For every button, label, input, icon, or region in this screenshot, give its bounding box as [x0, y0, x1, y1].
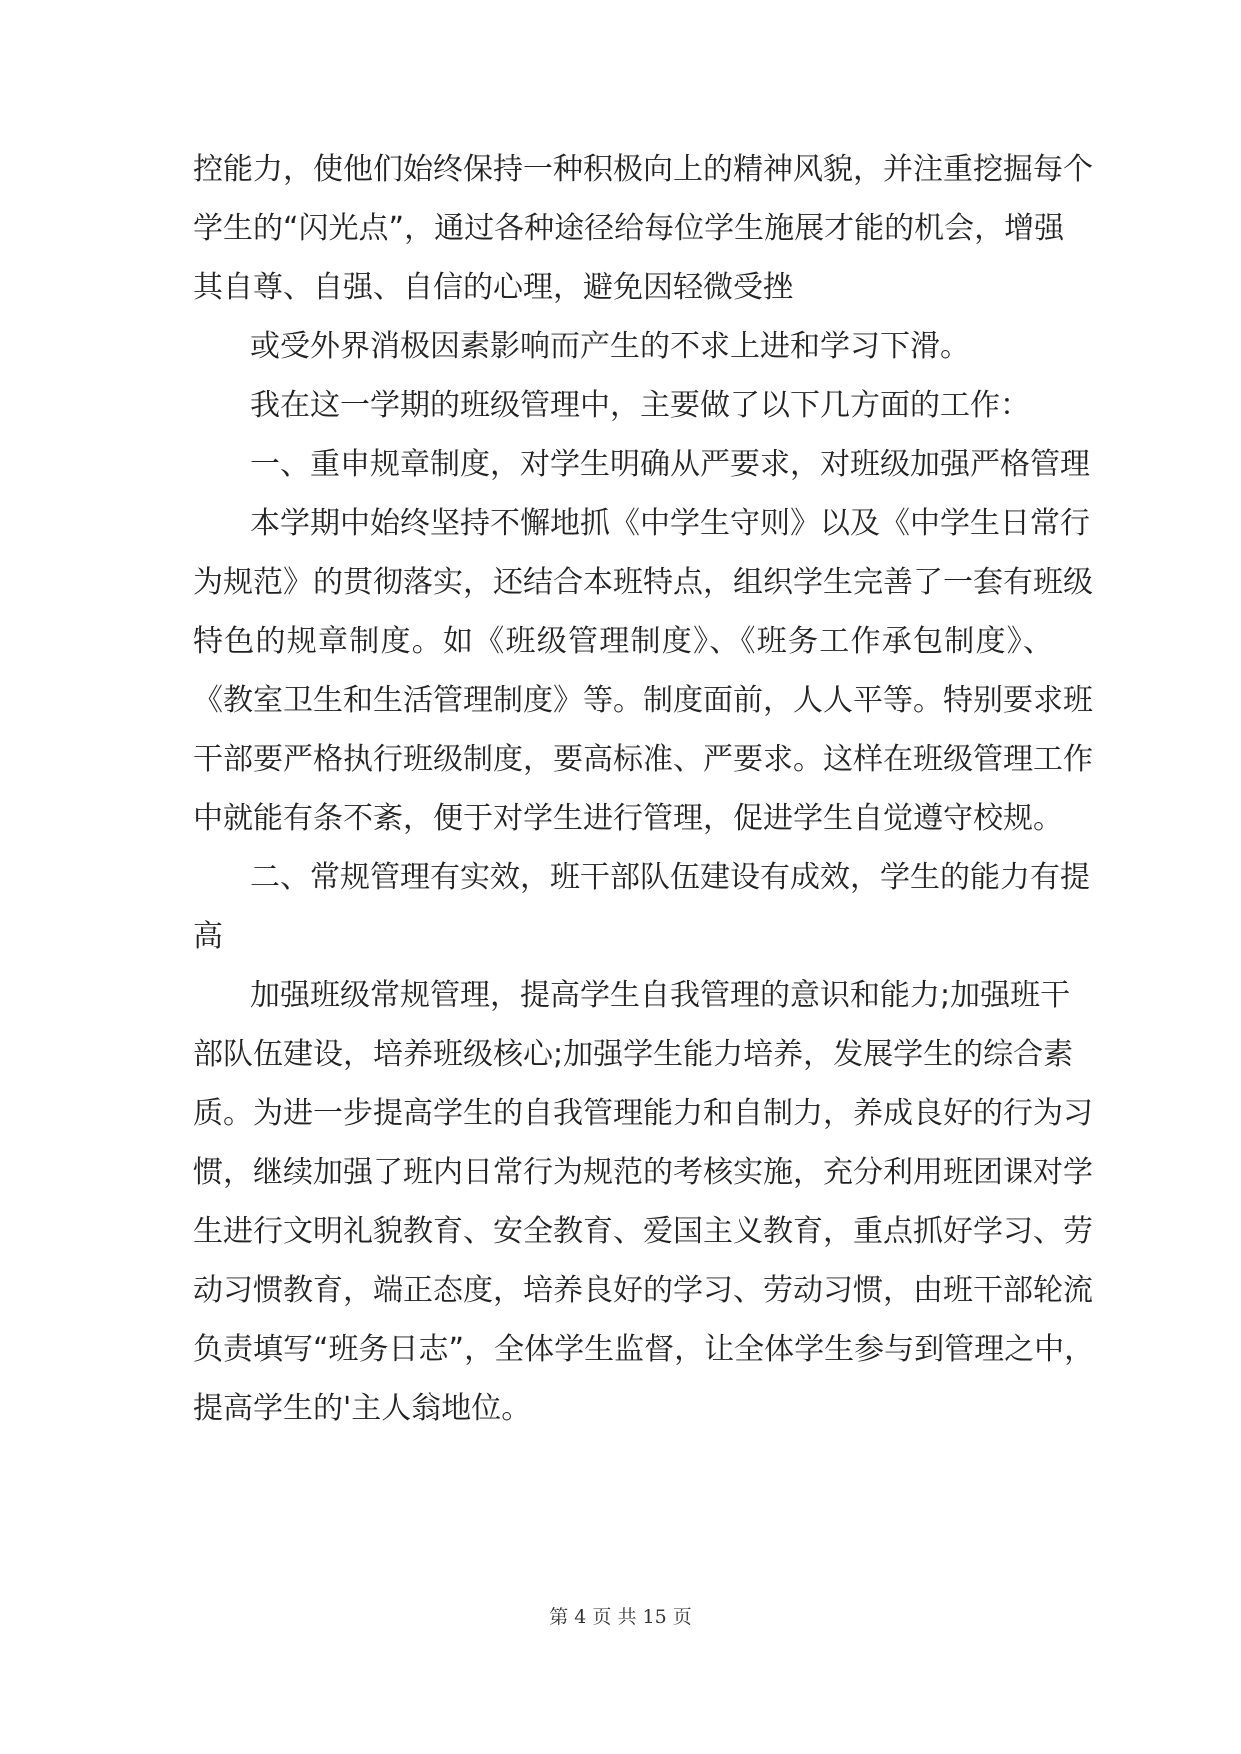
text-line: 动习惯教育，端正态度，培养良好的学习、劳动习惯，由班干部轮流	[193, 1273, 1093, 1308]
text-line: 生进行文明礼貌教育、安全教育、爱国主义教育，重点抓好学习、劳	[193, 1214, 1093, 1249]
text-line: 质。为进一步提高学生的自我管理能力和自制力，养成良好的行为习	[193, 1096, 1093, 1131]
text-line: 中就能有条不紊，便于对学生进行管理，促进学生自觉遵守校规。	[193, 801, 1063, 836]
text-line: 本学期中始终坚持不懈地抓《中学生守则》以及《中学生日常行	[250, 506, 1090, 541]
text-line: 控能力，使他们始终保持一种积极向上的精神风貌，并注重挖掘每个	[193, 152, 1093, 187]
text-line: 特色的规章制度。如《班级管理制度》、《班务工作承包制度》、	[193, 624, 1053, 659]
text-line: 惯，继续加强了班内日常行为规范的考核实施，充分利用班团课对学	[193, 1155, 1093, 1190]
text-line: 为规范》的贯彻落实，还结合本班特点，组织学生完善了一套有班级	[193, 565, 1093, 600]
section-heading: 二、常规管理有实效，班干部队伍建设有成效，学生的能力有提	[250, 860, 1090, 895]
text-line: 提高学生的'主人翁地位。	[193, 1391, 532, 1426]
text-line: 《教室卫生和生活管理制度》等。制度面前，人人平等。特别要求班	[193, 683, 1093, 718]
text-line: 干部要严格执行班级制度，要高标准、严要求。这样在班级管理工作	[193, 742, 1093, 777]
text-line: 或受外界消极因素影响而产生的不求上进和学习下滑。	[250, 329, 970, 364]
text-line: 部队伍建设，培养班级核心;加强学生能力培养，发展学生的综合素	[193, 1037, 1074, 1072]
section-heading: 一、重申规章制度，对学生明确从严要求，对班级加强严格管理	[250, 447, 1090, 482]
text-line: 学生的“闪光点”，通过各种途径给每位学生施展才能的机会，增强	[193, 211, 1065, 246]
section-heading-continued: 高	[193, 919, 223, 954]
text-line: 我在这一学期的班级管理中，主要做了以下几方面的工作：	[250, 388, 1030, 423]
text-line: 负责填写“班务日志”，全体学生监督，让全体学生参与到管理之中，	[193, 1332, 1095, 1367]
text-line: 加强班级常规管理，提高学生自我管理的意识和能力;加强班干	[250, 978, 1071, 1013]
page-number-footer: 第 4 页 共 15 页	[549, 1606, 692, 1628]
text-line: 其自尊、自强、自信的心理，避免因轻微受挫	[193, 270, 793, 305]
